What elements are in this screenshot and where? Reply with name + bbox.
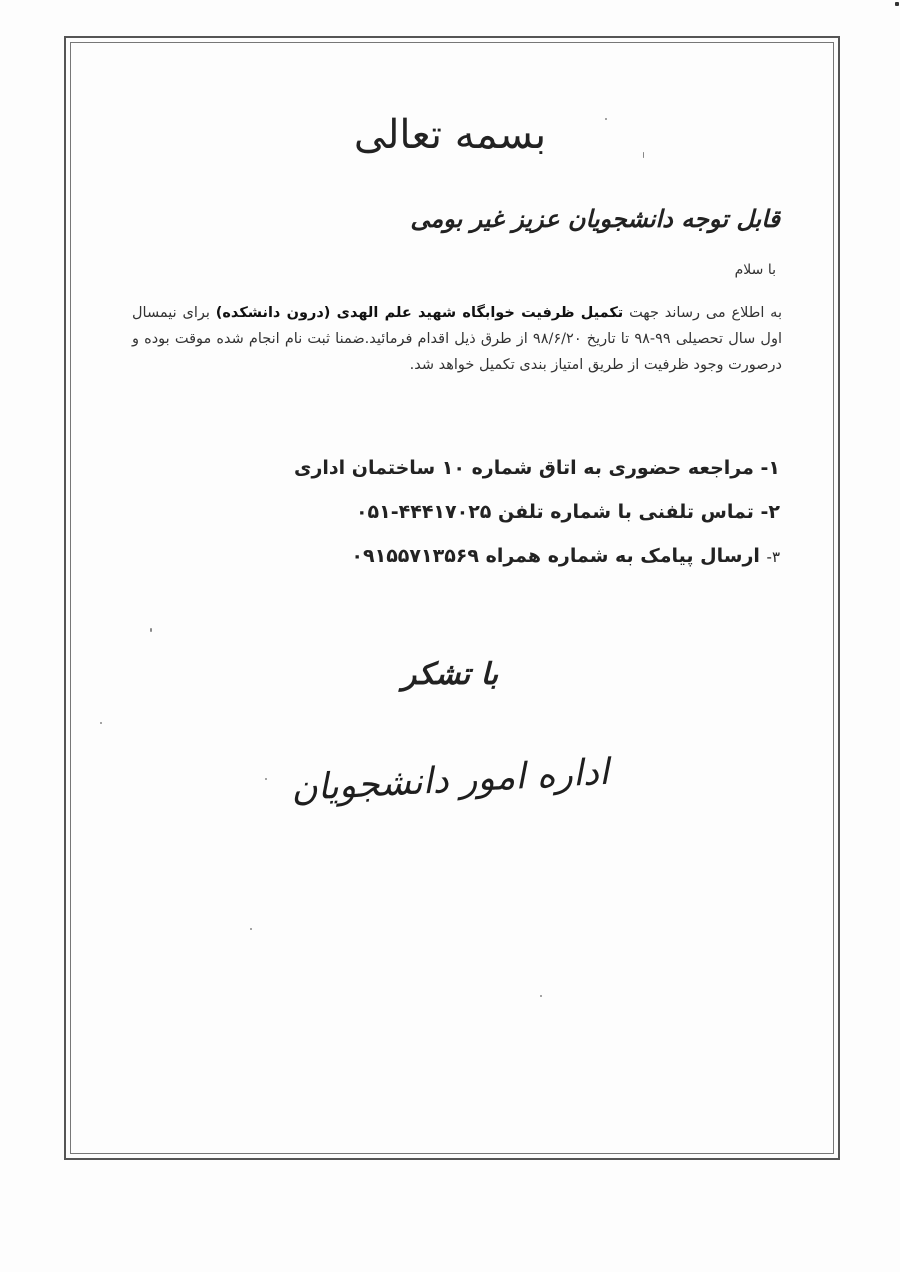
notice-headline: قابل توجه دانشجویان عزیز غیر بومی <box>410 205 780 233</box>
thanks-text: با تشکر <box>401 657 499 692</box>
scan-speck <box>150 628 152 632</box>
scan-speck <box>643 152 644 158</box>
scan-speck <box>605 118 607 120</box>
scan-speck <box>265 778 267 780</box>
list-item-sms <box>220 534 780 579</box>
body-part-1: به اطلاع می رساند جهت <box>623 305 782 321</box>
scan-speck <box>250 928 252 930</box>
list-item-visit: ۱- مراجعه حضوری به اتاق شماره ۱۰ ساختمان اداری <box>294 457 780 479</box>
scan-speck <box>540 995 542 997</box>
scan-speck <box>895 2 899 6</box>
list-item-sms-number: ۳- <box>766 548 780 566</box>
notice-body <box>132 300 782 378</box>
list-item-sms-text: ارسال پیامک به شماره همراه ۰۹۱۵۵۷۱۳۵۶۹ <box>351 545 767 567</box>
greeting-text: با سلام <box>734 262 776 278</box>
body-bold-dormitory: تکمیل ظرفیت خوابگاه شهید علم الهدی (درون دانشکده) <box>215 305 624 321</box>
contact-methods-list <box>220 446 780 579</box>
list-item-phone: ۲- تماس تلفنی با شماره تلفن ۴۴۴۱۷۰۲۵-۰۵۱ <box>355 501 780 523</box>
body-part-2: برای نیمسال اول سال تحصیلی ۹۹-۹۸ تا تاریخ ۹۸/۶/۲۰ از طرق ذیل اقدام فرمائید.ضمنا ثبت نام انجام شده موقت بوده و درصورت وجود ظرفیت از طریق امتیاز بندی تکمیل خواهد شد. <box>132 305 782 373</box>
handwritten-signature: اداره امور دانشجویان <box>290 751 610 810</box>
basmala-heading: بسمه تعالی <box>353 112 547 158</box>
scan-speck <box>100 722 102 724</box>
